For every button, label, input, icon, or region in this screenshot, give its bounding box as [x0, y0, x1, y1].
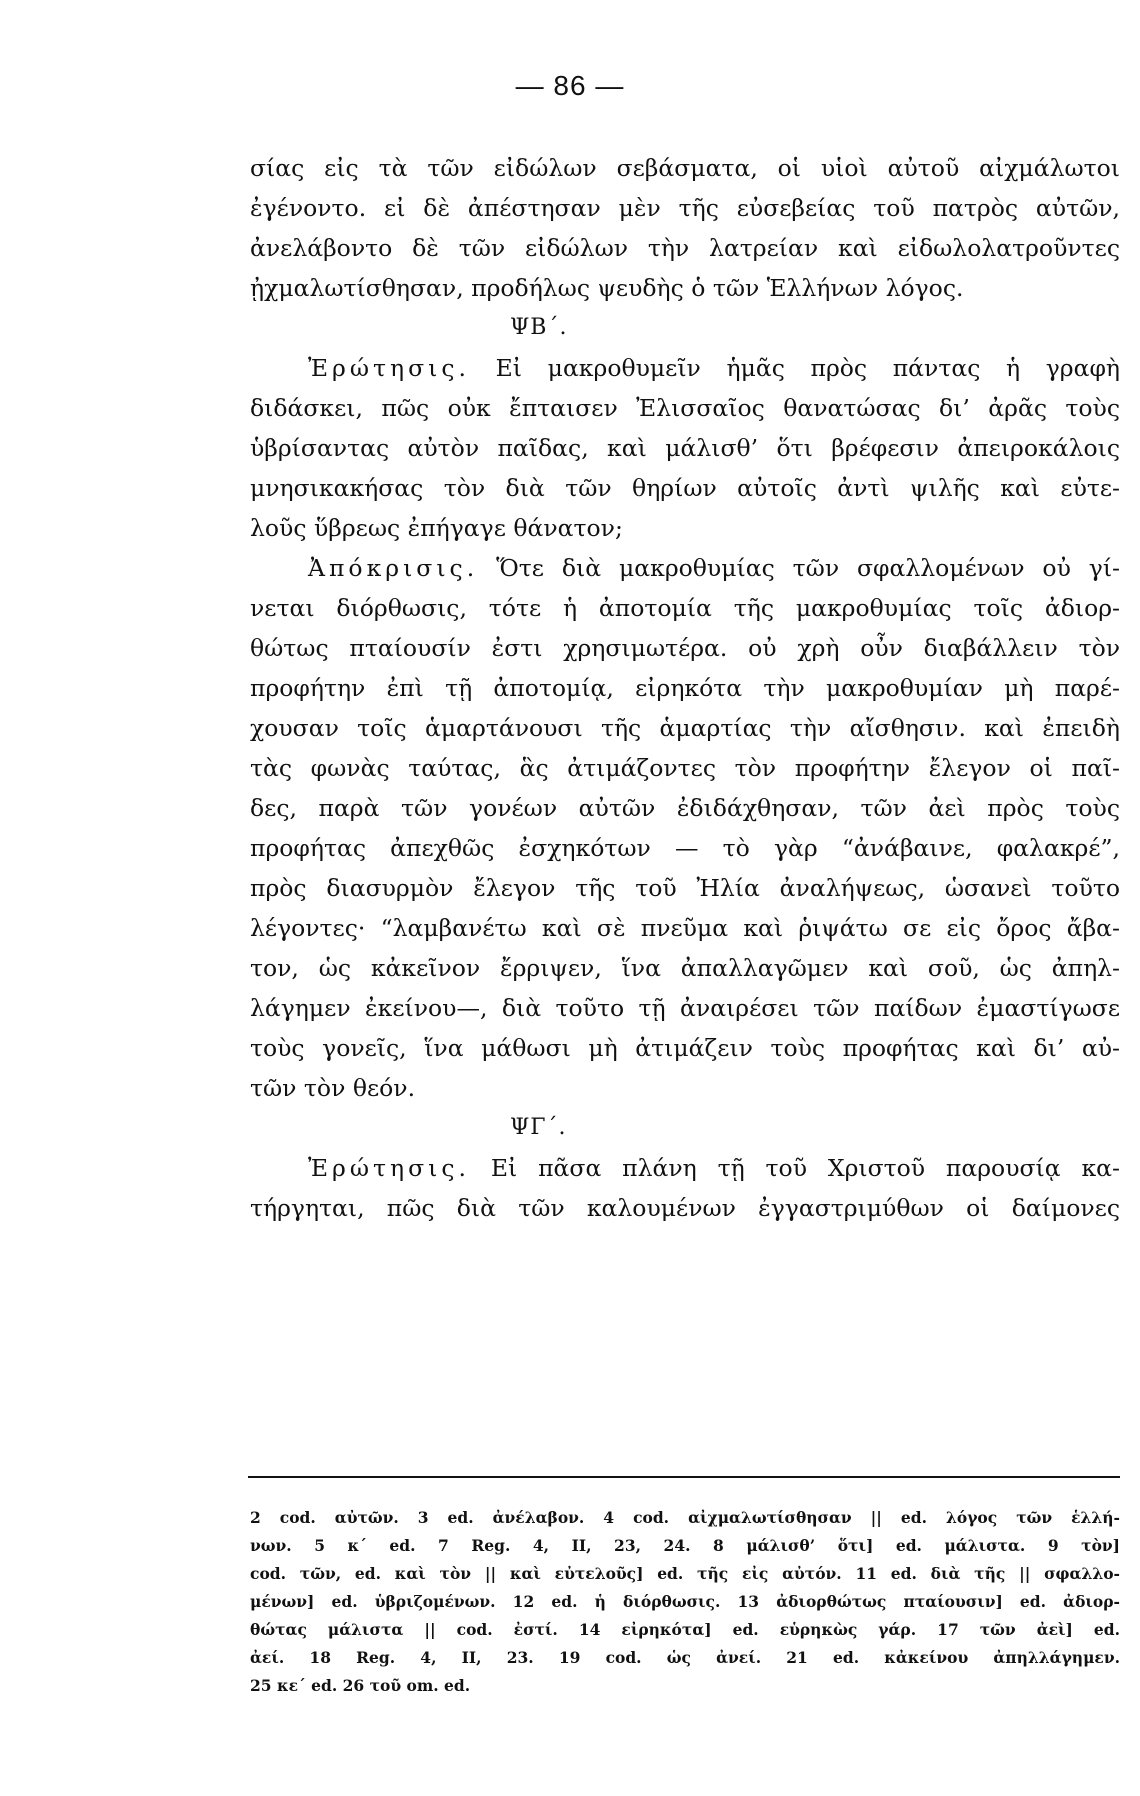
question-text: Εἰ μακροθυμεῖν ἡμᾶς πρὸς πάντας ἡ γραφὴ	[495, 354, 1120, 382]
text-line: θώτως πταίουσίν ἐστι χρησιμωτέρα. οὐ χρὴ οὖν διαβάλλειν τὸν	[250, 634, 1120, 662]
question-text: Εἰ πᾶσα πλάνη τῇ τοῦ Χριστοῦ παρουσίᾳ κα-	[490, 1154, 1120, 1182]
text-line: ᾐχμαλωτίσθησαν, προδήλως ψευδὴς ὁ τῶν Ἑλλήνων λόγος.	[250, 274, 964, 302]
text-line: νεται διόρθωσις, τότε ἡ ἀποτομία τῆς μακροθυμίας τοῖς ἀδιορ-	[250, 594, 1120, 622]
text-line: λάγημεν ἐκείνου—, διὰ τοῦτο τῇ ἀναιρέσει τῶν παίδων ἐμαστίγωσε	[250, 994, 1120, 1022]
section-number: ΨΒ΄.	[510, 315, 568, 340]
text-line: τον, ὡς κἀκεῖνον ἔρριψεν, ἵνα ἀπαλλαγῶμεν καὶ σοῦ, ὡς ἀπηλ-	[250, 954, 1120, 982]
main-text	[250, 148, 1120, 1228]
page-number: — 86 —	[515, 70, 625, 101]
text-line: δες, παρὰ τῶν γονέων αὐτῶν ἐδιδάχθησαν, τῶν ἀεὶ πρὸς τοὺς	[250, 794, 1120, 822]
text-line: διδάσκει, πῶς οὐκ ἔπταισεν Ἐλισσαῖος θανατώσας δι’ ἀρᾶς τοὺς	[250, 394, 1120, 422]
text-line: μνησικακήσας τὸν διὰ τῶν θηρίων αὐτοῖς ἀντὶ ψιλῆς καὶ εὐτε-	[250, 474, 1120, 502]
footnote-line: 2 cod. αὐτῶν. 3 ed. ἀνέλαβον. 4 cod. αἰχμαλωτίσθησαν || ed. λόγος τῶν ἑλλή-	[250, 1508, 1120, 1527]
text-line: ἀνελάβοντο δὲ τῶν εἰδώλων τὴν λατρείαν καὶ εἰδωλολατροῦντες	[250, 234, 1120, 262]
footnote-line: cod. τῶν, ed. καὶ τὸν || καὶ εὐτελοῦς] ed. τῆς εἰς αὐτόν. 11 ed. διὰ τῆς || σφαλλο-	[250, 1564, 1120, 1583]
answer-text: Ὅτε διὰ μακροθυμίας τῶν σφαλλομένων οὐ γί-	[496, 554, 1120, 582]
footnotes	[250, 1504, 1120, 1700]
text-line: λέγοντες· “λαμβανέτω καὶ σὲ πνεῦμα καὶ ῥιψάτω σε εἰς ὄρος ἄβα-	[250, 914, 1120, 942]
footnote-line: ἀεί. 18 Reg. 4, II, 23. 19 cod. ὡς ἀνεί. 21 ed. κἀκείνου ἀπηλλάγημεν.	[250, 1648, 1120, 1667]
question-label: Ἐρώτησις.	[308, 354, 470, 382]
footnote-line: νων. 5 κ΄ ed. 7 Reg. 4, II, 23, 24. 8 μάλισθ’ ὅτι] ed. μάλιστα. 9 τὸν]	[250, 1536, 1120, 1555]
footnote-line: μένων] ed. ὑβριζομένων. 12 ed. ἡ διόρθωσις. 13 ἀδιορθώτως πταίουσιν] ed. ἀδιορ-	[250, 1592, 1120, 1611]
question-first-line	[250, 348, 1120, 388]
text-line: χουσαν τοῖς ἁμαρτάνουσι τῆς ἁμαρτίας τὴν αἴσθησιν. καὶ ἐπειδὴ	[250, 714, 1120, 742]
text-line: σίας εἰς τὰ τῶν εἰδώλων σεβάσματα, οἱ υἱοὶ αὐτοῦ αἰχμάλωτοι	[250, 154, 1120, 182]
section-number: ΨΓ΄.	[510, 1115, 567, 1140]
answer-label: Ἀπόκρισις.	[308, 554, 479, 582]
text-line: τὰς φωνὰς ταύτας, ἃς ἀτιμάζοντες τὸν προφήτην ἔλεγον οἱ παῖ-	[250, 754, 1120, 782]
text-line: τοὺς γονεῖς, ἵνα μάθωσι μὴ ἀτιμάζειν τοὺς προφήτας καὶ δι’ αὐ-	[250, 1034, 1120, 1062]
text-line: τήργηται, πῶς διὰ τῶν καλουμένων ἐγγαστριμύθων οἱ δαίμονες	[250, 1194, 1120, 1222]
text-line: ἐγένοντο. εἰ δὲ ἀπέστησαν μὲν τῆς εὐσεβείας τοῦ πατρὸς αὐτῶν,	[250, 194, 1120, 222]
question-first-line	[250, 1148, 1120, 1188]
text-line: λοῦς ὕβρεως ἐπήγαγε θάνατον;	[250, 514, 623, 542]
footnote-line: 25 κε΄ ed. 26 τοῦ om. ed.	[250, 1676, 471, 1695]
text-line: τῶν τὸν θεόν.	[250, 1074, 416, 1102]
question-label: Ἐρώτησις.	[308, 1154, 470, 1182]
text-line: προφήτας ἀπεχθῶς ἐσχηκότων — τὸ γὰρ “ἀνάβαινε, φαλακρέ”,	[250, 834, 1120, 862]
footnote-line: θώτας μάλιστα || cod. ἐστί. 14 εἰρηκότα] ed. εὑρηκὼς γάρ. 17 τῶν ἀεὶ] ed.	[250, 1620, 1120, 1639]
text-line: προφήτην ἐπὶ τῇ ἀποτομίᾳ, εἰρηκότα τὴν μακροθυμίαν μὴ παρέ-	[250, 674, 1120, 702]
footnote-divider	[248, 1476, 1120, 1478]
text-line: ὑβρίσαντας αὐτὸν παῖδας, καὶ μάλισθ’ ὅτι βρέφεσιν ἀπειροκάλοις	[250, 434, 1120, 462]
answer-first-line	[250, 548, 1120, 588]
text-line: πρὸς διασυρμὸν ἔλεγον τῆς τοῦ Ἠλία ἀναλήψεως, ὡσανεὶ τοῦτο	[250, 874, 1120, 902]
